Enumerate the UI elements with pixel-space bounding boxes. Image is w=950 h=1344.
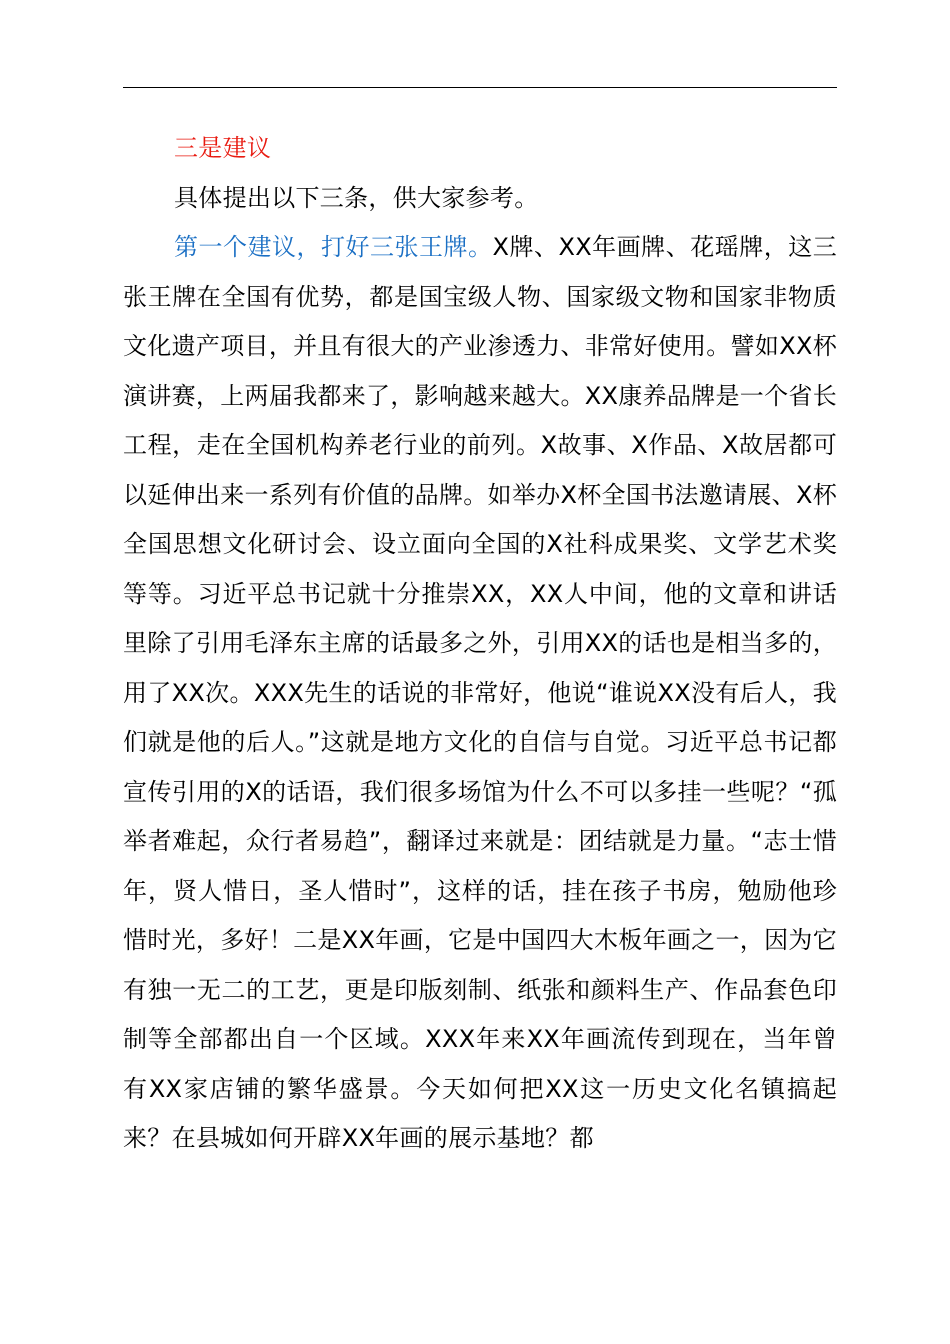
body-paragraph — [123, 223, 837, 1164]
paragraph-lead: 第一个建议，打好三张王牌。 — [174, 233, 493, 261]
document-body — [123, 124, 837, 1164]
section-heading: 三是建议 — [174, 134, 272, 162]
intro-sentence: 具体提出以下三条，供大家参考。 — [174, 183, 539, 212]
header-rule — [123, 87, 837, 88]
paragraph-body: X牌、XX年画牌、花瑶牌，这三张王牌在全国有优势，都是国宝级人物、国家级文物和国家非物质文化遗产项目，并且有很大的产业渗透力、非常好使用。譬如XX杯演讲赛，上两届我都来了，影响越来越大。XX康养品牌是一个省长工程，走在全国机构养老行业的前列。X故事、X作品、X故居都可以延伸出来一系列有价值的品牌。如举办X杯全国书法邀请展、X杯全国思想文化研讨会、设立面向全国的X社科成果奖、文学艺术奖等等。习近平总书记就十分推崇XX，XX人中间，他的文章和讲话里除了引用毛泽东主席的话最多之外，引用XX的话也是相当多的，用了XX次。XXX先生的话说的非常好，他说“谁说XX没有后人，我们就是他的后人。”这就是地方文化的自信与自觉。习近平总书记都宣传引用的X的话语，我们很多场馆为什么不可以多挂一些呢？“孤举者难起，众行者易趋”，翻译过来就是：团结就是力量。“志士惜年，贤人惜日，圣人惜时”，这样的话，挂在孩子书房，勉励他珍惜时光，多好！二是XX年画，它是中国四大木板年画之一，因为它有独一无二的工艺，更是印版刻制、纸张和颜料生产、作品套色印制等全部都出自一个区域。XXX年来XX年画流传到现在，当年曾有XX家店铺的繁华盛景。今天如何把XX这一历史文化名镇搞起来？在县城如何开辟XX年画的展示基地？都 — [123, 233, 838, 1152]
